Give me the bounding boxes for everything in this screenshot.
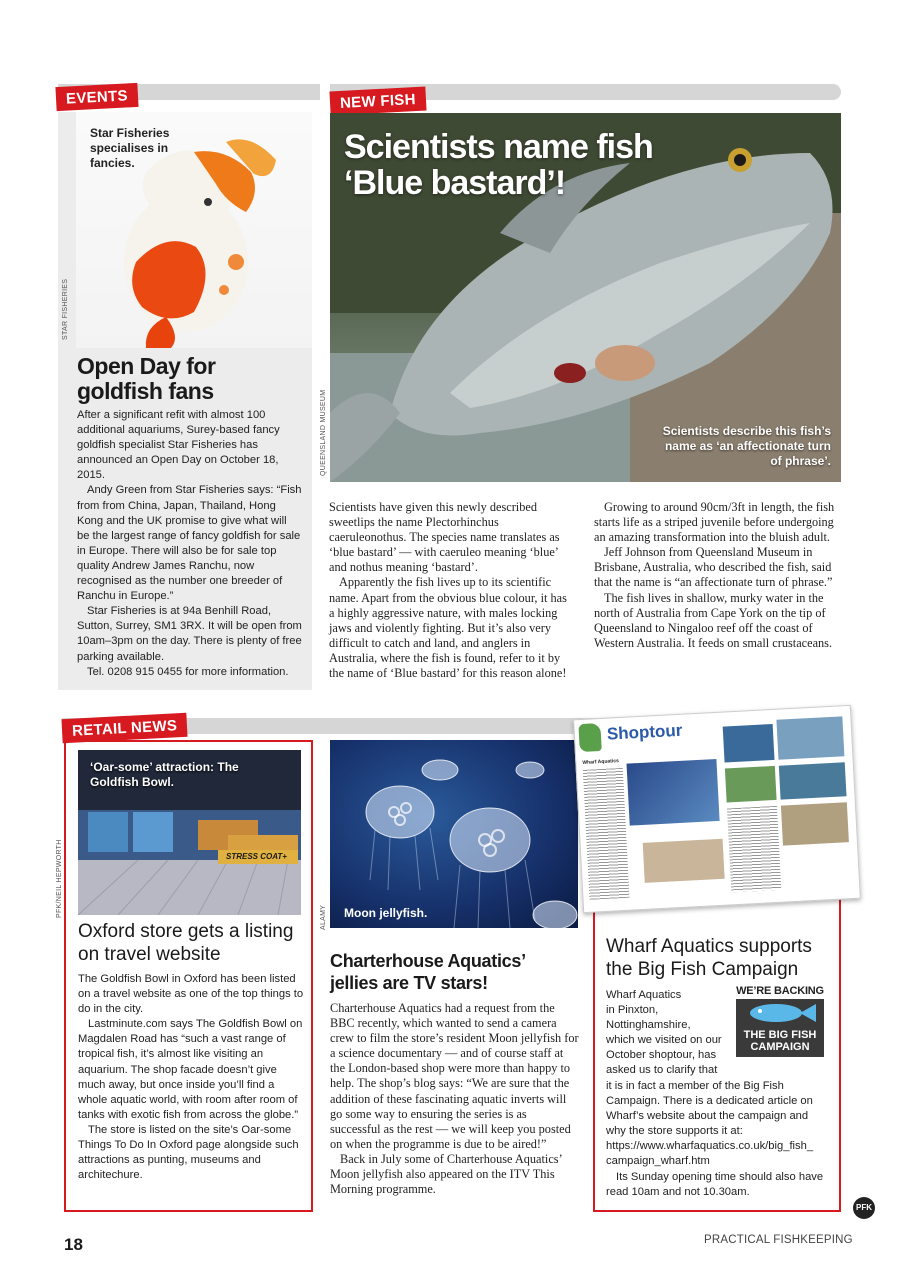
charterhouse-paragraph: Back in July some of Charterhouse Aquatics’ Moon jellyfish also appeared on the ITV This Morning programme. xyxy=(330,1151,562,1197)
shoptour-text-block xyxy=(727,806,781,893)
events-photo-caption: Star Fisheries specialises in fancies. xyxy=(90,126,170,170)
events-photo-credit: STAR FISHERIES xyxy=(62,278,69,340)
new-fish-photo-caption: Scientists describe this fish’s name as ‘an affectionate turn of phrase’. xyxy=(662,424,831,468)
wharf-url-line1[interactable]: https://www.wharfaquatics.co.uk/big_fish_ xyxy=(606,1140,814,1153)
new-fish-paragraph: Scientists have given this newly described sweetlips the name Plectorhinchus caeruleonothus. The species name translates as ‘blue bastard’ — with caeruleo meaning ‘blue’ and nothus meaning ‘bastard’. xyxy=(329,500,560,575)
retail-tag: RETAIL NEWS xyxy=(61,713,187,744)
jellyfish-photo xyxy=(330,740,578,928)
new-fish-headline-line2: ‘Blue bastard’! xyxy=(344,164,566,202)
new-fish-headline xyxy=(344,129,653,201)
oxford-paragraph: The Goldfish Bowl in Oxford has been listed on a travel website as one of the top things to do in the city. xyxy=(78,973,304,1016)
wharf-intro-line: Wharf Aquatics xyxy=(606,989,682,1001)
events-headline: Open Day for goldfish fans xyxy=(77,353,216,404)
charterhouse-headline: Charterhouse Aquatics’ jellies are TV stars! xyxy=(330,951,525,993)
new-fish-headline-line1: Scientists name fish xyxy=(344,128,653,166)
blue-bastard-photo xyxy=(330,113,841,482)
charterhouse-paragraph: Charterhouse Aquatics had a request from the BBC recently, which wanted to send a camera crew to film the store’s resident Moon jellyfish for a science documentary — and of course staff at the London-based shop were more than happy to help. The shop’s blog says: “We are sure that the addition of these fascinating aquatic inverts will go some way to ensuring the series is as successful as the rest — we will keep you posted on when the programme is due to be aired!” xyxy=(330,1001,579,1151)
wharf-intro xyxy=(606,988,736,1079)
new-fish-col2 xyxy=(594,500,842,651)
campaign-line2: CAMPAIGN xyxy=(750,1041,810,1053)
jellyfish-photo-credit: ALAMY xyxy=(320,904,327,930)
shoptour-photo-fish xyxy=(643,839,725,883)
shop-sign: STRESS COAT+ xyxy=(226,852,287,861)
wharf-footnote: Its Sunday opening time should also have read 10am and not 10.30am. xyxy=(606,1170,824,1198)
big-fish-logo xyxy=(736,999,824,1057)
shoptour-title: Shoptour xyxy=(606,720,683,744)
wharf-url-line2[interactable]: campaign_wharf.htm xyxy=(606,1155,710,1168)
wharf-body-text: it is in fact a member of the Big Fish Campaign. There is a dedicated article on Wharf’s website about the campaign and why the store supports it at: xyxy=(606,1080,813,1138)
fish-logo-icon xyxy=(740,1002,820,1024)
charterhouse-body xyxy=(330,1001,580,1197)
oxford-headline: Oxford store gets a listing on travel website xyxy=(78,921,294,965)
new-fish-paragraph: Apparently the fish lives up to its scientific name. Apart from the obvious blue colour, it has a highly aggressive nature, with males locking jaws and violently fighting. But it’s also very difficult to catch and land, and anglers in Australia, where the fish is found, refer to it by the name of ‘Blue bastard’ for this reason alone! xyxy=(329,575,567,681)
new-fish-paragraph: The fish lives in shallow, murky water in the north of Australia from Cape York on the tip of Queensland to Ningaloo reef off the coast of Western Australia. It feeds on small crustaceans. xyxy=(594,590,833,650)
oxford-body xyxy=(78,972,304,1183)
big-fish-badge xyxy=(736,985,824,1061)
shoptour-map xyxy=(578,723,601,752)
events-paragraph: Tel. 0208 915 0455 for more information. xyxy=(87,665,289,678)
new-fish-photo-credit: QUEENSLAND MUSEUM xyxy=(320,389,327,476)
events-tag: EVENTS xyxy=(55,83,138,111)
events-paragraph: Andy Green from Star Fisheries says: “Fish from from China, Japan, Thailand, Hong Kong and the UK promise to give what will be the largest range of fancy goldfish for sale in Europe. There will also be for sale top quality Andrew James Ranchu, now recognised as the number one breeder of Ranchu in Europe.” xyxy=(77,484,302,603)
backing-label: WE’RE BACKING xyxy=(736,985,824,997)
shoptour-photo-grid-3 xyxy=(725,766,777,803)
wharf-intro-line: October shoptour, has xyxy=(606,1049,717,1062)
new-fish-paragraph: Growing to around 90cm/3ft in length, the fish starts life as a striped juvenile before undergoing an amazing transformation into the bluish adult. xyxy=(594,500,835,545)
events-paragraph: After a significant refit with almost 100 additional aquariums, Surey-based fancy goldfish specialist Star Fisheries has announced an Open Day on October 18, 2015. xyxy=(77,409,280,482)
shoptour-photo-tanks xyxy=(627,759,720,826)
magazine-name: PRACTICAL FISHKEEPING xyxy=(704,1234,853,1246)
wharf-headline: Wharf Aquatics supports the Big Fish Campaign xyxy=(606,936,812,980)
shoptour-photo-grid-1 xyxy=(723,724,775,763)
events-panel xyxy=(58,112,312,690)
campaign-line1: THE BIG FISH xyxy=(743,1029,817,1041)
pfk-logo-text: PFK xyxy=(856,1203,872,1212)
new-fish-paragraph: Jeff Johnson from Queensland Museum in Brisbane, Australia, who described the fish, said that the name is “an affectionate turn of phrase.” xyxy=(594,545,833,590)
oxford-photo-caption: ‘Oar-some’ attraction: The Goldfish Bowl. xyxy=(90,760,239,789)
shoptour-photo-grid-2 xyxy=(776,716,844,759)
shoptour-store: Wharf Aquatics xyxy=(582,758,619,766)
jellyfish-illustration xyxy=(330,740,578,928)
page-number: 18 xyxy=(64,1235,83,1254)
wharf-intro-line: in Pinxton, xyxy=(606,1004,659,1017)
shoptour-spread xyxy=(573,705,861,913)
new-fish-col1 xyxy=(329,500,574,681)
oxford-paragraph: The store is listed on the site’s Oar-some Things To Do In Oxford page alongside such attractions as punting, museums and architechure. xyxy=(78,1123,299,1182)
oxford-paragraph: Lastminute.com says The Goldfish Bowl on Magdalen Road has “such a vast range of tropical fish, it’s almost like visiting an aquarium. The shop facade doesn’t give much away, but once inside you’ll find a whole aquatic world, with room after room of tanks with exotic fish from across the globe.” xyxy=(78,1018,303,1121)
pfk-logo xyxy=(853,1197,875,1219)
new-fish-tag: NEW FISH xyxy=(329,87,426,116)
wharf-intro-line: which we visited on our xyxy=(606,1034,722,1047)
shoptour-photo-grid-4 xyxy=(779,762,847,799)
jellyfish-photo-caption: Moon jellyfish. xyxy=(344,906,428,920)
wharf-intro-line: asked us to clarify that xyxy=(606,1064,718,1077)
oxford-story-box xyxy=(56,740,313,1212)
shoptour-photo-grid-5 xyxy=(781,802,849,845)
wharf-body xyxy=(606,1079,831,1200)
shoptour-text-block xyxy=(583,768,630,900)
events-paragraph: Star Fisheries is at 94a Benhill Road, Sutton, Surrey, SM1 3RX. It will be open from 10am–3pm on the day. There is plenty of free parking available. xyxy=(77,605,302,663)
wharf-intro-line: Nottinghamshire, xyxy=(606,1019,691,1032)
oxford-photo-credit: PFK/NEIL HEPWORTH xyxy=(56,839,63,918)
events-body xyxy=(77,408,302,680)
